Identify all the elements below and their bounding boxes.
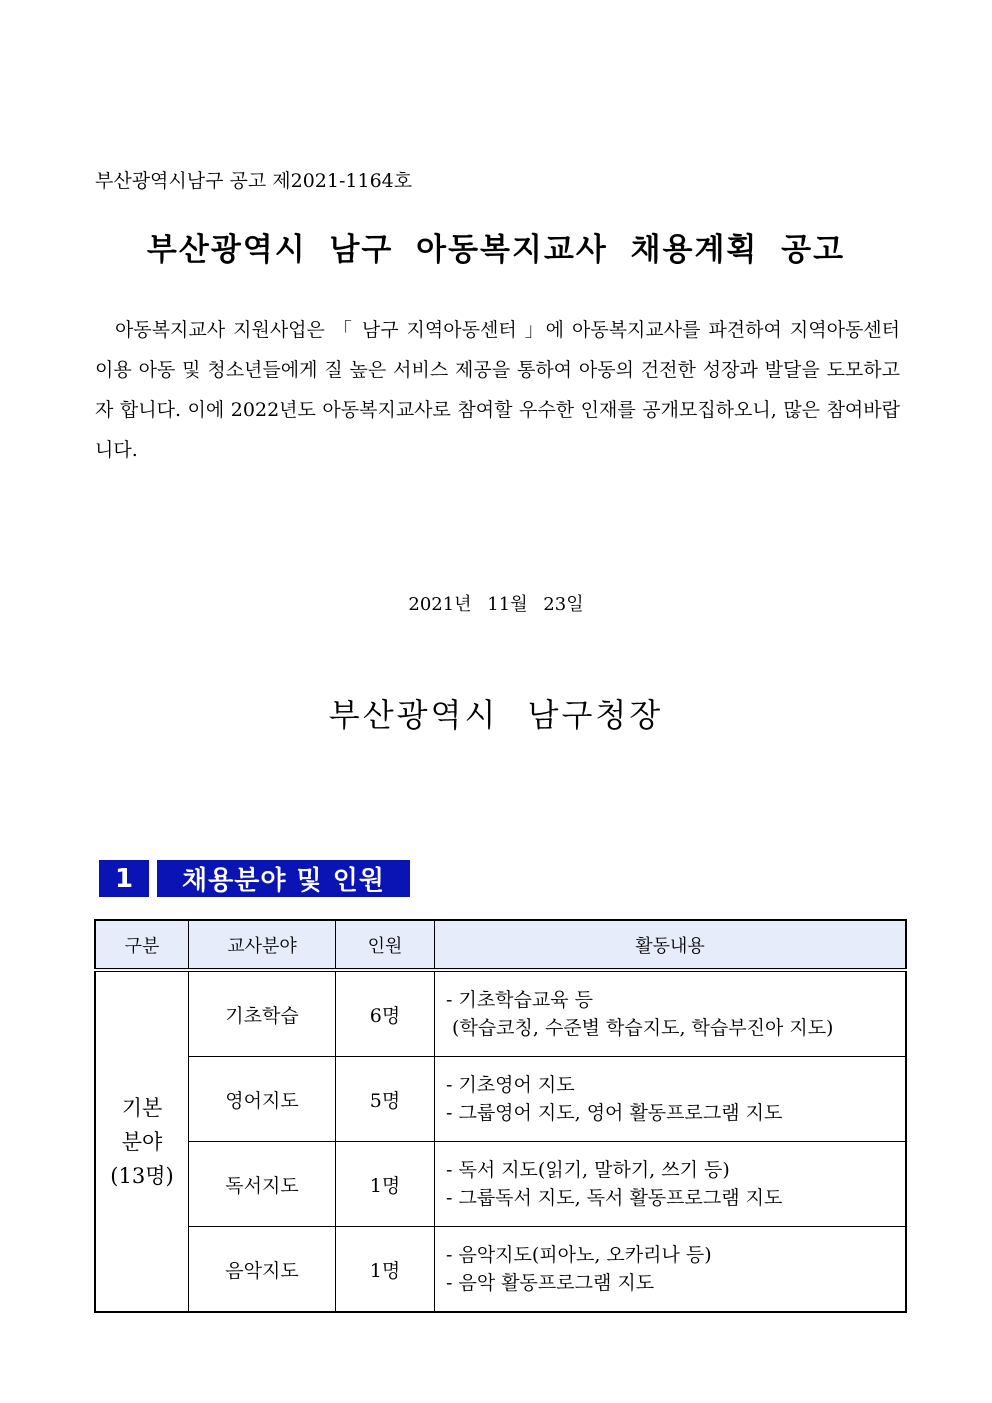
count-cell: 6명 — [336, 970, 435, 1057]
field-cell: 독서지도 — [189, 1142, 336, 1227]
table-row — [95, 1227, 906, 1313]
issuer-name: 부산광역시 남구청장 — [328, 696, 664, 734]
category-cell — [95, 970, 189, 1312]
notice-date: 2021년 11월 23일 — [408, 594, 584, 615]
section-heading — [99, 860, 410, 897]
intro-paragraph — [95, 310, 900, 470]
field-cell: 영어지도 — [189, 1057, 336, 1142]
activity-line: - 기초학습교육 등 — [446, 989, 593, 1011]
category-line: 기본 — [121, 1095, 163, 1120]
activity-cell — [435, 970, 907, 1057]
section-number: 1 — [99, 860, 149, 897]
table-row — [95, 1057, 906, 1142]
count-cell: 5명 — [336, 1057, 435, 1142]
count-cell: 1명 — [336, 1227, 435, 1313]
header-activity: 활동내용 — [435, 920, 907, 970]
notice-number: 부산광역시남구 공고 제2021-1164호 — [95, 170, 413, 192]
section-title: 채용분야 및 인원 — [157, 860, 410, 897]
recruitment-table — [94, 919, 907, 1313]
activity-line: (학습코칭, 수준별 학습지도, 학습부진아 지도) — [446, 1017, 834, 1039]
header-field: 교사분야 — [189, 920, 336, 970]
activity-line: - 독서 지도(읽기, 말하기, 쓰기 등) — [446, 1159, 730, 1181]
table-row — [95, 1142, 906, 1227]
table-row — [95, 970, 906, 1057]
page-title: 부산광역시 남구 아동복지교사 채용계획 공고 — [146, 232, 846, 268]
header-category: 구분 — [95, 920, 189, 970]
field-cell: 기초학습 — [189, 970, 336, 1057]
section-heading-gap — [149, 860, 157, 897]
intro-text: 아동복지교사 지원사업은 「 남구 지역아동센터 」에 아동복지교사를 파견하여 지역아동센터 이용 아동 및 청소년들에게 질 높은 서비스 제공을 통하여 아동의 건전한 성장과 발달을 도모하고자 합니다. 이에 2022년도 아동복지교사로 참여할 우수한 인재를 공개모집하오니, 많은 참여바랍니다. — [95, 319, 900, 461]
activity-line: - 그룹영어 지도, 영어 활동프로그램 지도 — [446, 1102, 783, 1124]
activity-cell — [435, 1057, 907, 1142]
activity-line: - 그룹독서 지도, 독서 활동프로그램 지도 — [446, 1187, 783, 1209]
field-cell: 음악지도 — [189, 1227, 336, 1313]
activity-line: - 음악 활동프로그램 지도 — [446, 1272, 655, 1294]
header-count: 인원 — [336, 920, 435, 970]
activity-line: - 기초영어 지도 — [446, 1074, 575, 1096]
activity-cell — [435, 1142, 907, 1227]
table-header-row — [95, 920, 906, 970]
activity-line: - 음악지도(피아노, 오카리나 등) — [446, 1244, 712, 1266]
category-line: 분야 — [121, 1129, 163, 1154]
count-cell: 1명 — [336, 1142, 435, 1227]
category-line: (13명) — [110, 1163, 174, 1188]
activity-cell — [435, 1227, 907, 1313]
